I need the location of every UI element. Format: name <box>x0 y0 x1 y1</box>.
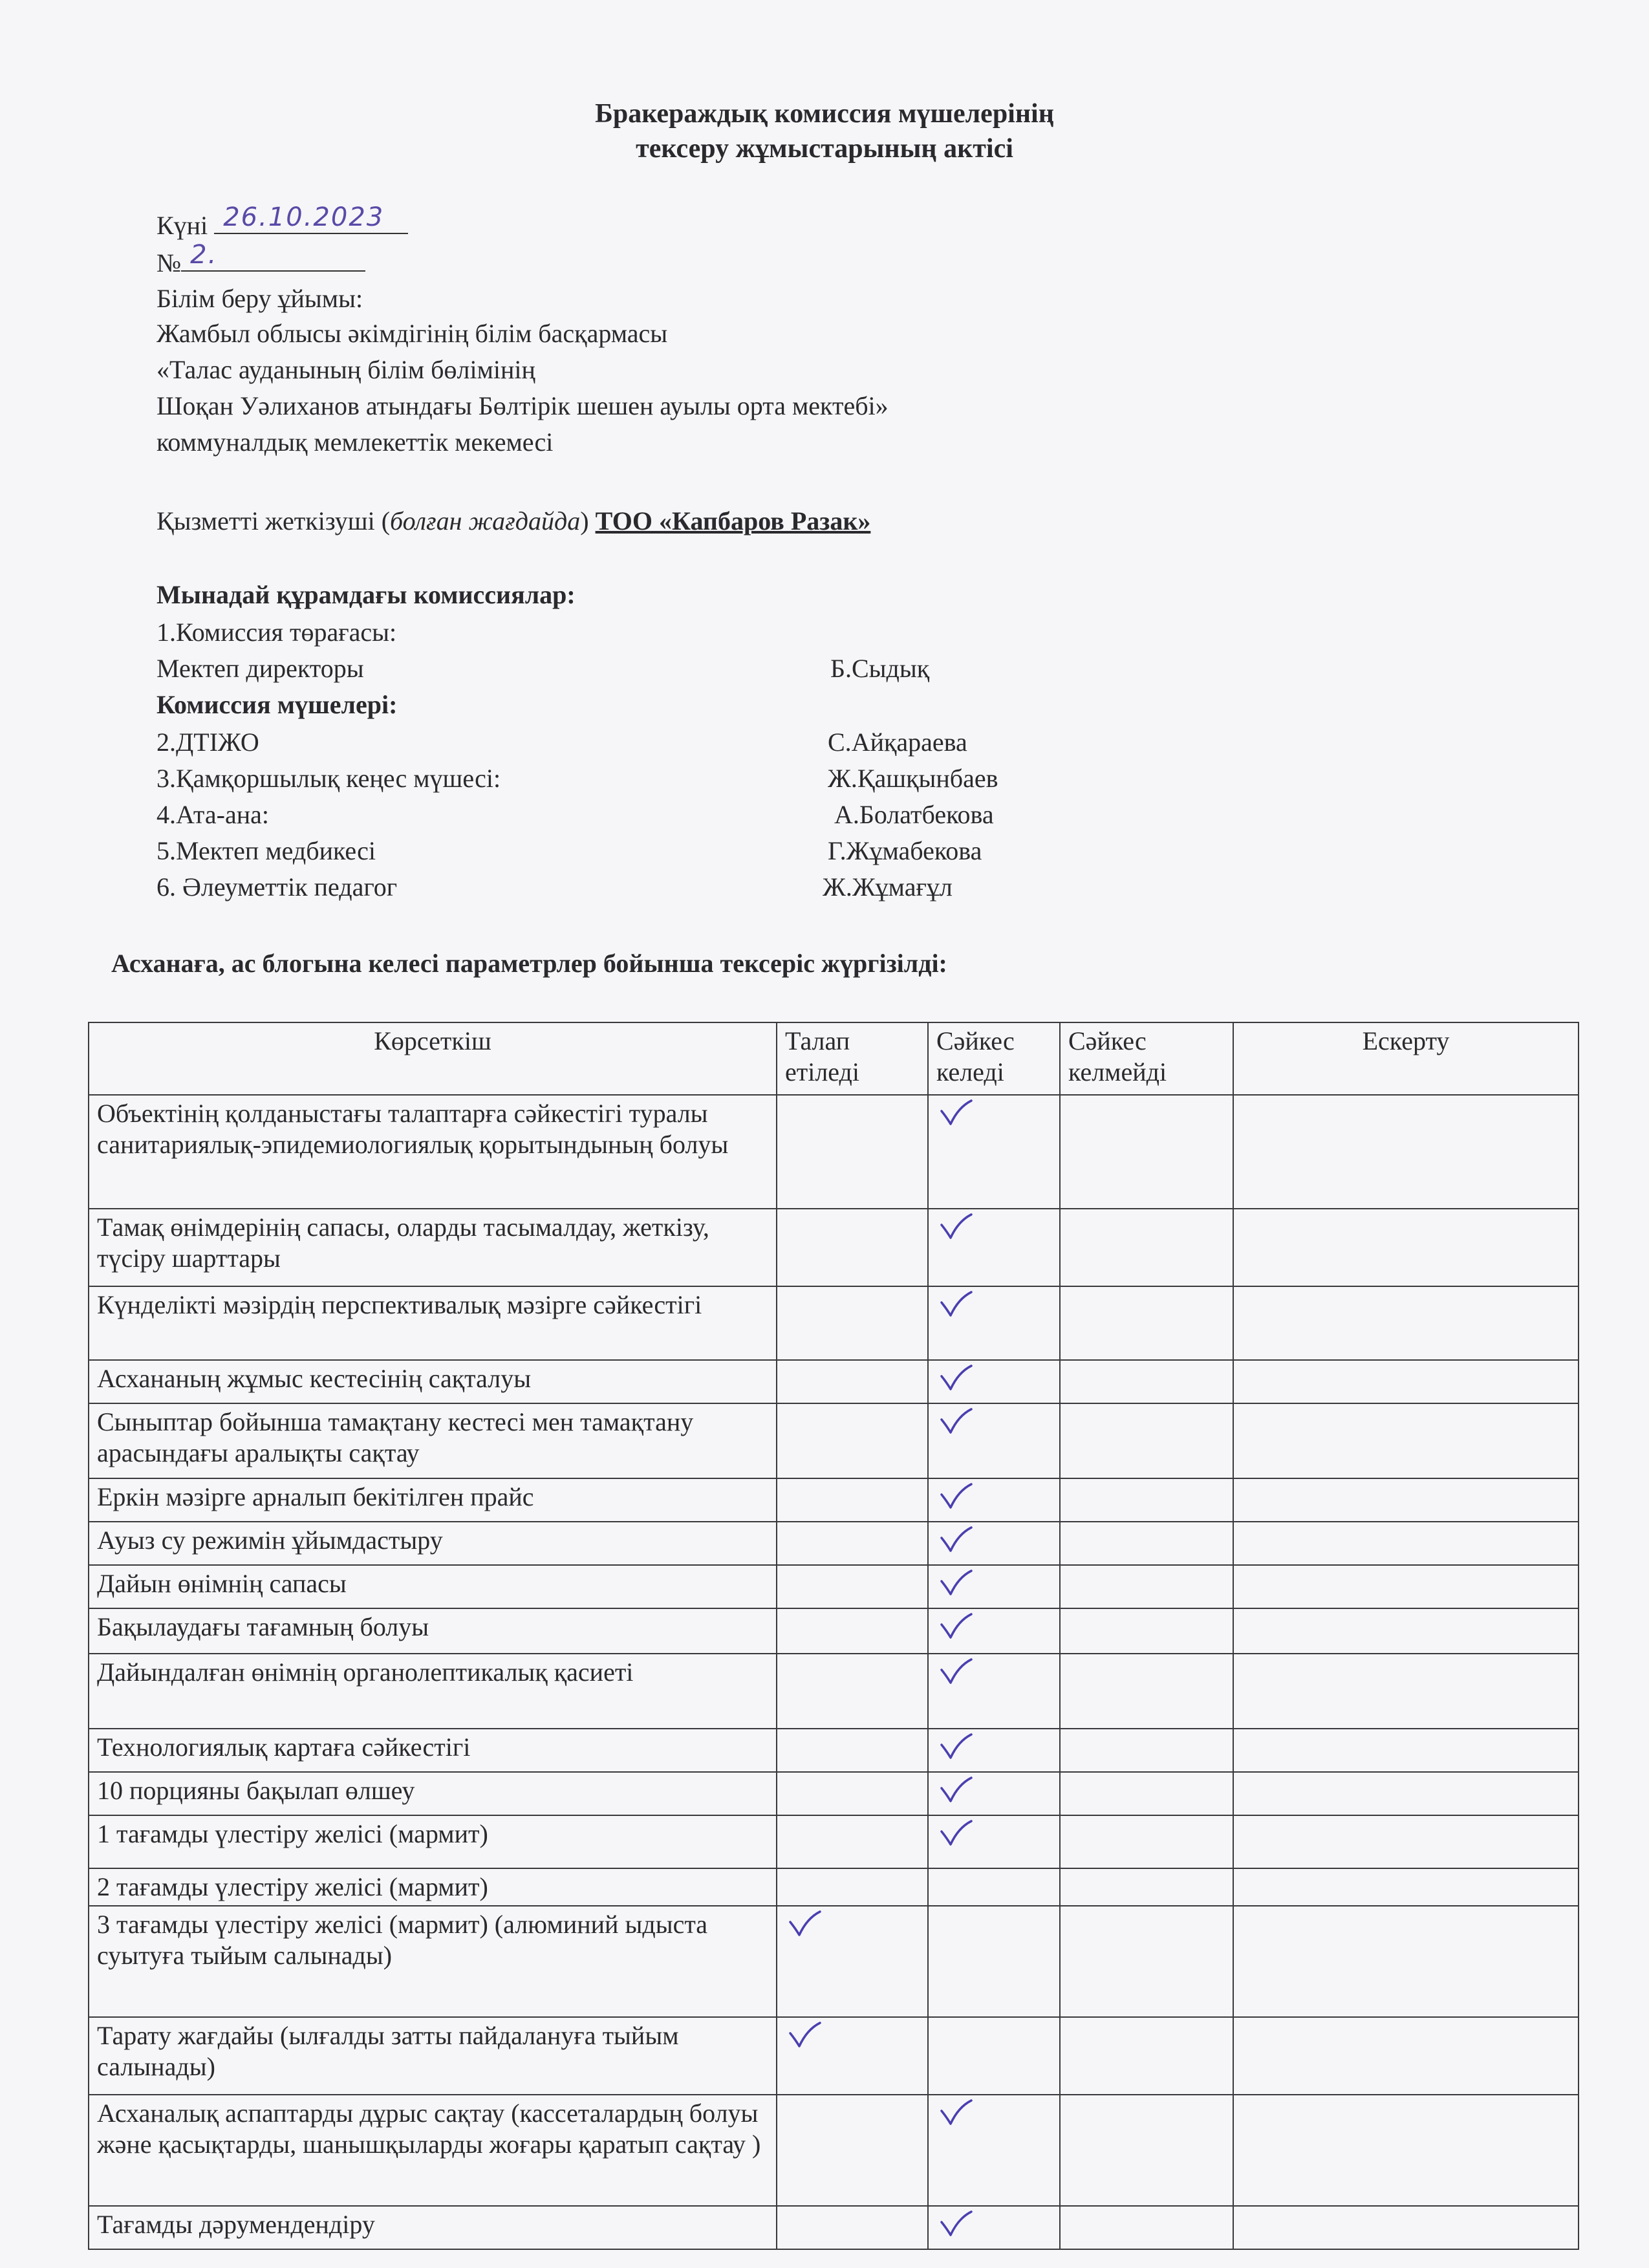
table-row <box>89 1209 1579 1286</box>
not-complies-cell[interactable] <box>1060 1565 1233 1608</box>
required-cell[interactable] <box>777 1868 928 1906</box>
member-name: Ж.Жұмағұл <box>823 872 953 902</box>
indicator-cell: Тамақ өнімдерінің сапасы, оларды тасымалдау, жеткізу, түсіру шарттары <box>89 1209 777 1286</box>
supplier-row <box>156 504 870 538</box>
required-cell[interactable] <box>777 1729 928 1772</box>
date-label: Күні <box>156 211 208 240</box>
indicator-cell: Дайындалған өнімнің органолептикалық қасиеті <box>89 1654 777 1729</box>
not-complies-cell[interactable] <box>1060 2017 1233 2095</box>
date-handwritten: 26.10.2023 <box>223 202 385 232</box>
checkmark-icon <box>936 1290 975 1319</box>
chair-name: Б.Сыдық <box>830 654 930 683</box>
header-complies: Сәйкес келеді <box>928 1022 1060 1095</box>
checkmark-icon <box>936 1732 975 1762</box>
not-complies-cell[interactable] <box>1060 1815 1233 1868</box>
date-field[interactable] <box>214 202 408 234</box>
indicator-cell: 1 тағамды үлестіру желісі (мармит) <box>89 1815 777 1868</box>
member-name: Ж.Қашқынбаев <box>828 764 998 793</box>
table-row <box>89 1286 1579 1360</box>
table-row <box>89 1608 1579 1654</box>
note-cell[interactable] <box>1233 1565 1579 1608</box>
note-cell[interactable] <box>1233 1478 1579 1522</box>
org-line-3: Шоқан Уәлиханов атындағы Бөлтірік шешен ауылы орта мектебі» <box>156 391 889 420</box>
checkmark-icon <box>936 1568 975 1598</box>
table-row <box>89 1403 1579 1478</box>
indicator-cell: 2 тағамды үлестіру желісі (мармит) <box>89 1868 777 1906</box>
not-complies-cell[interactable] <box>1060 1868 1233 1906</box>
required-cell[interactable] <box>777 1906 928 2017</box>
table-row <box>89 1772 1579 1815</box>
required-cell[interactable] <box>777 1608 928 1654</box>
member-role: 5.Мектеп медбикесі <box>156 836 376 865</box>
inspection-table <box>88 1022 1579 2250</box>
member-role: 3.Қамқоршылық кеңес мүшесі: <box>156 764 501 793</box>
checkmark-icon <box>936 1657 975 1687</box>
table-row <box>89 1360 1579 1403</box>
checkmark-icon <box>936 1212 975 1242</box>
complies-cell[interactable] <box>928 1478 1060 1522</box>
note-cell[interactable] <box>1233 1608 1579 1654</box>
indicator-cell: 10 порцияны бақылап өлшеу <box>89 1772 777 1815</box>
number-label: № <box>156 248 182 277</box>
table-row <box>89 1565 1579 1608</box>
member-role: 6. Әлеуметтік педагог <box>156 872 398 902</box>
member-name: С.Айқараева <box>828 728 967 757</box>
checkmark-icon <box>936 2098 975 2128</box>
table-row <box>89 1868 1579 1906</box>
required-cell[interactable] <box>777 1815 928 1868</box>
table-row <box>89 1729 1579 1772</box>
document-title-line2: тексеру жұмыстарының актісі <box>636 134 1013 164</box>
indicator-cell: Асхананың жұмыс кестесінің сақталуы <box>89 1360 777 1403</box>
not-complies-cell[interactable] <box>1060 1478 1233 1522</box>
date-row <box>156 202 408 243</box>
checkmark-icon <box>936 1363 975 1393</box>
chair-label: 1.Комиссия төрағасы: <box>156 618 397 647</box>
required-cell[interactable] <box>777 1522 928 1565</box>
members-heading: Комиссия мүшелері: <box>156 690 398 719</box>
complies-cell[interactable] <box>928 1815 1060 1868</box>
header-indicator: Көрсеткіш <box>89 1022 777 1095</box>
indicator-cell: Асханалық аспаптарды дұрыс сақтау (кассеталардың болуы және қасықтарды, шанышқыларды жоғары қаратып сақтау ) <box>89 2095 777 2206</box>
not-complies-cell[interactable] <box>1060 1608 1233 1654</box>
indicator-cell: Тарату жағдайы (ылғалды затты пайдалануға тыйым салынады) <box>89 2017 777 2095</box>
complies-cell[interactable] <box>928 2206 1060 2249</box>
required-cell[interactable] <box>777 1360 928 1403</box>
complies-cell[interactable] <box>928 1522 1060 1565</box>
number-handwritten: 2. <box>190 240 218 270</box>
checkmark-icon <box>936 1525 975 1555</box>
member-role: 2.ДТІЖО <box>156 728 259 757</box>
checkmark-icon <box>936 1612 975 1641</box>
note-cell[interactable] <box>1233 1360 1579 1403</box>
complies-cell[interactable] <box>928 1095 1060 1209</box>
checkmark-icon <box>936 1819 975 1848</box>
complies-cell[interactable] <box>928 1403 1060 1478</box>
required-cell[interactable] <box>777 1654 928 1729</box>
indicator-cell: Сыныптар бойынша тамақтану кестесі мен тамақтану арасындағы аралықты сақтау <box>89 1403 777 1478</box>
table-row <box>89 1095 1579 1209</box>
checkmark-icon <box>936 2209 975 2239</box>
member-name: Г.Жұмабекова <box>828 836 982 865</box>
note-cell[interactable] <box>1233 1286 1579 1360</box>
commission-heading: Мынадай құрамдағы комиссиялар: <box>156 580 576 609</box>
note-cell[interactable] <box>1233 2206 1579 2249</box>
number-field[interactable] <box>181 240 365 272</box>
table-row <box>89 2206 1579 2249</box>
table-row <box>89 1478 1579 1522</box>
table-row <box>89 2017 1579 2095</box>
complies-cell[interactable] <box>928 1906 1060 2017</box>
complies-cell[interactable] <box>928 1209 1060 1286</box>
complies-cell[interactable] <box>928 1286 1060 1360</box>
not-complies-cell[interactable] <box>1060 1906 1233 2017</box>
complies-cell[interactable] <box>928 2017 1060 2095</box>
indicator-cell: 3 тағамды үлестіру желісі (мармит) (алюминий ыдыста суытуға тыйым салынады) <box>89 1906 777 2017</box>
note-cell[interactable] <box>1233 1403 1579 1478</box>
checkmark-icon <box>936 1098 975 1128</box>
not-complies-cell[interactable] <box>1060 1522 1233 1565</box>
org-line-1: Жамбыл облысы әкімдігінің білім басқармасы <box>156 319 668 348</box>
supplier-label: Қызметті жеткізуші ( <box>156 506 391 535</box>
checkmark-icon <box>936 1482 975 1511</box>
not-complies-cell[interactable] <box>1060 1772 1233 1815</box>
complies-cell[interactable] <box>928 1868 1060 1906</box>
supplier-note: болған жағдайда <box>390 506 581 535</box>
table-row <box>89 1522 1579 1565</box>
complies-cell[interactable] <box>928 1729 1060 1772</box>
required-cell[interactable] <box>777 2017 928 2095</box>
not-complies-cell[interactable] <box>1060 1360 1233 1403</box>
indicator-cell: Күнделікті мәзірдің перспективалық мәзірге сәйкестігі <box>89 1286 777 1360</box>
table-row <box>89 2095 1579 2206</box>
complies-cell[interactable] <box>928 1360 1060 1403</box>
header-required: Талап етіледі <box>777 1022 928 1095</box>
checkmark-icon <box>785 1909 824 1939</box>
indicator-cell: Объектінің қолданыстағы талаптарға сәйкестігі туралы санитариялық-эпидемиологиялық қорытындының болуы <box>89 1095 777 1209</box>
not-complies-cell[interactable] <box>1060 1729 1233 1772</box>
note-cell[interactable] <box>1233 1209 1579 1286</box>
org-label: Білім беру ұйымы: <box>156 284 363 313</box>
required-cell[interactable] <box>777 2095 928 2206</box>
inspection-heading: Асханаға, ас блогына келесі параметрлер бойынша тексеріс жүргізілді: <box>111 949 947 978</box>
header-not-complies: Сәйкес келмейді <box>1060 1022 1233 1095</box>
required-cell[interactable] <box>777 1478 928 1522</box>
not-complies-cell[interactable] <box>1060 1286 1233 1360</box>
indicator-cell: Ауыз су режимін ұйымдастыру <box>89 1522 777 1565</box>
not-complies-cell[interactable] <box>1060 1403 1233 1478</box>
required-cell[interactable] <box>777 1403 928 1478</box>
required-cell[interactable] <box>777 2206 928 2249</box>
indicator-cell: Бақылаудағы тағамның болуы <box>89 1608 777 1654</box>
complies-cell[interactable] <box>928 2095 1060 2206</box>
required-cell[interactable] <box>777 1209 928 1286</box>
note-cell[interactable] <box>1233 1868 1579 1906</box>
required-cell[interactable] <box>777 1286 928 1360</box>
not-complies-cell[interactable] <box>1060 1654 1233 1729</box>
required-cell[interactable] <box>777 1772 928 1815</box>
note-cell[interactable] <box>1233 1815 1579 1868</box>
indicator-cell: Технологиялық картаға сәйкестігі <box>89 1729 777 1772</box>
indicator-cell: Тағамды дәрумендендіру <box>89 2206 777 2249</box>
table-row <box>89 1906 1579 2017</box>
checkmark-icon <box>936 1775 975 1805</box>
not-complies-cell[interactable] <box>1060 1209 1233 1286</box>
note-cell[interactable] <box>1233 2017 1579 2095</box>
note-cell[interactable] <box>1233 1772 1579 1815</box>
complies-cell[interactable] <box>928 1654 1060 1729</box>
checkmark-icon <box>785 2020 824 2050</box>
complies-cell[interactable] <box>928 1772 1060 1815</box>
table-row <box>89 1654 1579 1729</box>
member-role: 4.Ата-ана: <box>156 800 269 829</box>
org-line-4: коммуналдық мемлекеттік мекемесі <box>156 427 554 457</box>
org-line-2: «Талас ауданының білім бөлімінің <box>156 355 535 384</box>
header-note: Ескерту <box>1233 1022 1579 1095</box>
not-complies-cell[interactable] <box>1060 2206 1233 2249</box>
table-header-row <box>89 1022 1579 1095</box>
required-cell[interactable] <box>777 1095 928 1209</box>
indicator-cell: Еркін мәзірге арналып бекітілген прайс <box>89 1478 777 1522</box>
supplier-name: ТОО «Капбаров Разак» <box>595 506 871 535</box>
checkmark-icon <box>936 1407 975 1436</box>
note-cell[interactable] <box>1233 1095 1579 1209</box>
document-title-line1: Бракераждық комиссия мүшелерінің <box>595 99 1054 129</box>
indicator-cell: Дайын өнімнің сапасы <box>89 1565 777 1608</box>
note-cell[interactable] <box>1233 2095 1579 2206</box>
required-cell[interactable] <box>777 1565 928 1608</box>
not-complies-cell[interactable] <box>1060 2095 1233 2206</box>
complies-cell[interactable] <box>928 1608 1060 1654</box>
number-row <box>156 240 365 280</box>
note-cell[interactable] <box>1233 1729 1579 1772</box>
member-name: А.Болатбекова <box>834 800 994 829</box>
supplier-close: ) <box>580 506 589 535</box>
note-cell[interactable] <box>1233 1522 1579 1565</box>
complies-cell[interactable] <box>928 1565 1060 1608</box>
chair-role: Мектеп директоры <box>156 654 364 683</box>
table-row <box>89 1815 1579 1868</box>
note-cell[interactable] <box>1233 1654 1579 1729</box>
not-complies-cell[interactable] <box>1060 1095 1233 1209</box>
note-cell[interactable] <box>1233 1906 1579 2017</box>
